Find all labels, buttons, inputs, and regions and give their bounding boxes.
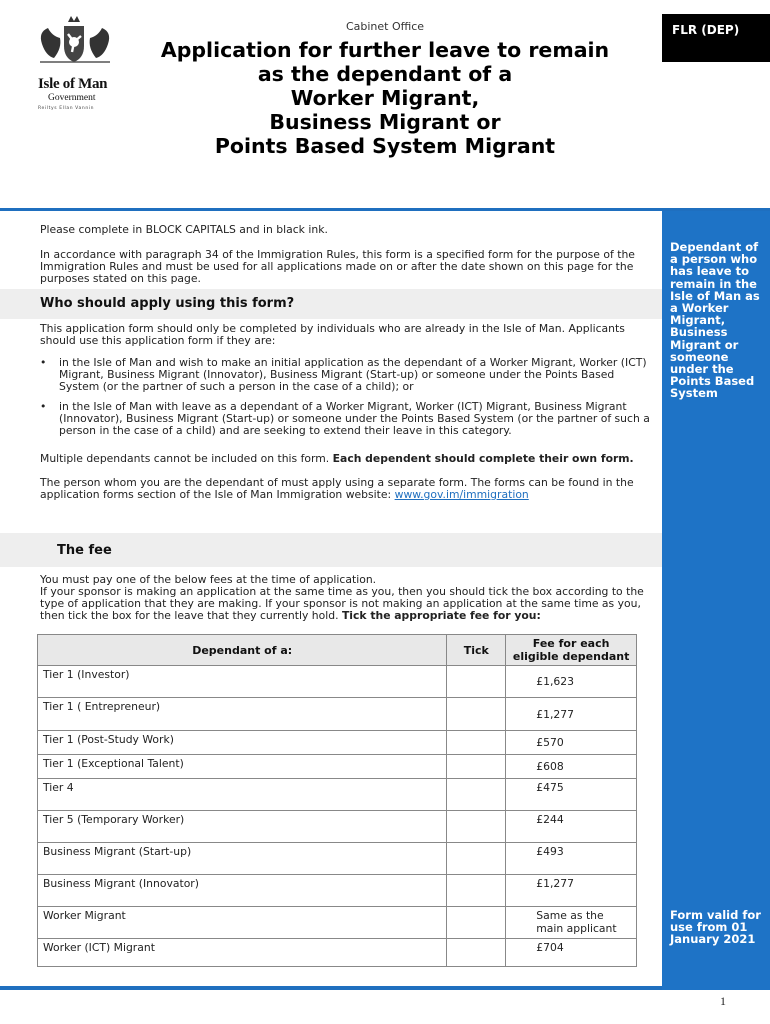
row-category: Tier 1 ( Entrepreneur): [38, 698, 447, 731]
row-fee: £1,277: [506, 698, 637, 731]
table-row: [38, 843, 637, 875]
table-row: [38, 779, 637, 811]
tick-box[interactable]: [447, 755, 506, 779]
intro-specified-form: In accordance with paragraph 34 of the Immigration Rules, this form is a specified form for the purpose of the Immigration Rules and must be used for all applications made on or after the date shown on this page for the purposes stated on this page.: [40, 248, 635, 285]
row-category: Worker Migrant: [38, 907, 447, 939]
row-fee: £704: [506, 939, 637, 967]
title-line: Points Based System Migrant: [214, 134, 556, 158]
fee-instructions: [40, 586, 650, 621]
sponsor-note-text: The person whom you are the dependant of must apply using a separate form. The forms can be found in the application forms section of the Isle of Man Immigration website:: [40, 476, 634, 501]
header-dependant: Dependant of a:: [38, 635, 447, 666]
fee-instructions-bold: Tick the appropriate fee for you:: [341, 608, 541, 622]
form-code: FLR (DEP): [672, 23, 740, 37]
row-fee: £475: [506, 779, 637, 811]
table-row: [38, 755, 637, 779]
table-row: [38, 666, 637, 698]
list-item: • in the Isle of Man with leave as a dependant of a Worker Migrant, Worker (ICT) Migrant, Business Migrant (Innovator), Business Migrant (Start-up) or someone under the Points Based System (or the partner of such a person in the case of a child) and are seeking to extend their leave in this category.: [40, 401, 650, 436]
row-category: Business Migrant (Innovator): [38, 875, 447, 907]
tick-box[interactable]: [447, 811, 506, 843]
form-code-box: [662, 14, 770, 62]
row-category: Tier 1 (Exceptional Talent): [38, 755, 447, 779]
table-row: [38, 811, 637, 843]
multiple-dependants-note: [40, 453, 650, 465]
section-heading-who: Who should apply using this form?: [40, 296, 295, 311]
intro-block-capitals: Please complete in BLOCK CAPITALS and in black ink.: [40, 223, 328, 236]
immigration-website-link[interactable]: www.gov.im/immigration: [394, 487, 529, 501]
fee-table: [37, 634, 637, 967]
header-tick: Tick: [447, 635, 506, 666]
row-category: Tier 4: [38, 779, 447, 811]
row-category: Tier 5 (Temporary Worker): [38, 811, 447, 843]
logo-government: Government: [48, 93, 96, 103]
row-category: Tier 1 (Post-Study Work): [38, 731, 447, 755]
who-paragraph: This application form should only be completed by individuals who are already in the Isle of Man. Applicants should use this application form if they are:: [40, 322, 625, 347]
row-fee: £1,623: [506, 666, 637, 698]
row-category: Tier 1 (Investor): [38, 666, 447, 698]
cabinet-office-label: Cabinet Office: [345, 20, 425, 33]
page-title: [150, 38, 620, 158]
table-row: [38, 907, 637, 939]
tick-box[interactable]: [447, 698, 506, 731]
sponsor-form-note: [40, 477, 650, 501]
tick-box[interactable]: [447, 907, 506, 939]
logo-motto: Reiltys Ellan Vannin: [38, 106, 95, 111]
sidebar-description: Dependant of a person who has leave to remain in the Isle of Man as a Worker Migrant, Business Migrant or someone under the Points Based System: [670, 240, 760, 401]
multiple-note-bold: Each dependent should complete their own form.: [332, 452, 634, 465]
table-row: [38, 698, 637, 731]
title-line: Application for further leave to remain: [160, 38, 610, 62]
header-fee: Fee for each eligible dependant: [506, 635, 637, 666]
title-line: Worker Migrant,: [290, 86, 480, 110]
page-number: 1: [720, 994, 726, 1008]
coat-of-arms-icon: [30, 14, 120, 74]
table-row: [38, 939, 637, 967]
tick-box[interactable]: [447, 779, 506, 811]
row-fee: £570: [506, 731, 637, 755]
table-header-row: [38, 635, 637, 666]
top-divider: [0, 208, 770, 211]
tick-box[interactable]: [447, 843, 506, 875]
row-fee: £1,277: [506, 875, 637, 907]
row-fee: £493: [506, 843, 637, 875]
tick-box[interactable]: [447, 875, 506, 907]
table-row: [38, 731, 637, 755]
row-fee: Same as the main applicant: [506, 907, 637, 939]
bottom-divider: [0, 986, 662, 990]
row-fee: £244: [506, 811, 637, 843]
title-line: as the dependant of a: [257, 62, 513, 86]
multiple-note-text: Multiple dependants cannot be included on this form.: [40, 452, 333, 465]
title-line: Business Migrant or: [269, 110, 501, 134]
tick-box[interactable]: [447, 666, 506, 698]
fee-intro: You must pay one of the below fees at the time of application.: [40, 573, 377, 586]
isle-of-man-logo: [30, 14, 120, 114]
row-fee: £608: [506, 755, 637, 779]
section-heading-fee: The fee: [57, 543, 112, 558]
sidebar-valid-date: Form valid for use from 01 January 2021: [670, 908, 761, 947]
row-category: Worker (ICT) Migrant: [38, 939, 447, 967]
tick-box[interactable]: [447, 731, 506, 755]
fee-instructions-text: If your sponsor is making an application at the same time as you, then you should tick the box according to the type of application that they are making. If your sponsor is not making an application at the same time as you, then tick the box for the leave that they currently hold.: [40, 585, 644, 622]
list-item: • in the Isle of Man and wish to make an initial application as the dependant of a Worker Migrant, Worker (ICT) Migrant, Business Migrant (Innovator), Business Migrant (Start-up) or someone under the Points Based System (or the partner of such a person in the case of a child); or: [40, 357, 650, 392]
logo-name: Isle of Man: [38, 76, 108, 92]
table-row: [38, 875, 637, 907]
who-bullet-list: [40, 357, 650, 446]
tick-box[interactable]: [447, 939, 506, 967]
row-category: Business Migrant (Start-up): [38, 843, 447, 875]
